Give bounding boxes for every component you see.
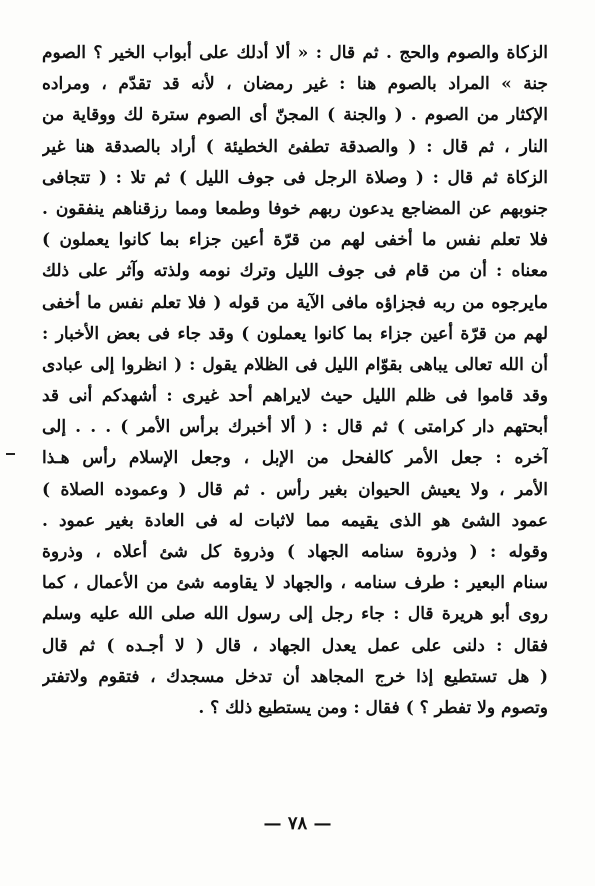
- text-line: الأمر ، ولا يعيش الحيوان بغير رأس . ثم قال ( وعموده الصلاة ): [42, 479, 548, 500]
- text-line: الزكاة ثم قال : ( وصلاة الرجل فى جوف الليل ) ثم تلا : ( تتجافى: [42, 167, 548, 188]
- text-line: وقد قاموا فى ظلم الليل حيث لايراهم أحد غيرى : أشهدكم أنى قد: [42, 386, 548, 407]
- text-line: لهم من قرّة أعين جزاء بما كانوا يعملون ) وقد جاء فى بعض الأخبار :: [42, 323, 548, 344]
- text-line: الزكاة والصوم والحج . ثم قال : « ألا أدلك على أبواب الخير ؟ الصوم: [42, 43, 548, 63]
- page-number: — ٧٨ —: [263, 813, 332, 834]
- text-line: مايرجوه من ربه فجزاؤه مافى الآية من قوله ( فلا تعلم نفس ما أخفى: [42, 292, 548, 313]
- margin-mark: [6, 453, 15, 455]
- text-line: النار ، ثم قال : ( والصدقة تطفئ الخطيئة ) أراد بالصدقة هنا غير: [42, 136, 548, 157]
- text-line: آخره : جعل الأمر كالفحل من الإبل ، وجعل الإسلام رأس هـذا: [42, 448, 548, 469]
- text-line: أبحتهم دار كرامتى ) ثم قال : ( ألا أخبرك برأس الأمر ) . . . إلى: [42, 417, 548, 438]
- text-line: عمود الشئ هو الذى يقيمه مما لاثبات له فى العادة بغير عمود .: [42, 510, 548, 531]
- text-line: روى أبو هريرة قال : جاء رجل إلى رسول الله صلى الله عليه وسلم: [42, 604, 548, 625]
- text-line: ( هل تستطيع إذا خرج المجاهد أن تدخل مسجدك ، فتقوم ولاتفتر: [42, 666, 548, 687]
- text-line: سنام البعير : طرف سنامه ، والجهاد لا يقاومه شئ من الأعمال ، كما: [42, 573, 548, 594]
- text-line: فقال : دلنى على عمل يعدل الجهاد ، قال ( لا أجـده ) ثم قال: [42, 635, 548, 656]
- text-line: وتصوم ولا تفطر ؟ ) فقال : ومن يستطيع ذلك ؟ .: [198, 697, 548, 718]
- text-line: جنوبهم عن المضاجع يدعون ربهم خوفا وطمعا ومما رزقناهم ينفقون .: [42, 198, 548, 219]
- text-line: الإكثار من الصوم . ( والجنة ) المجنّ أى الصوم سترة لك ووقاية من: [42, 105, 548, 126]
- text-line: أن الله تعالى يباهى بقوّام الليل فى الظلام يقول : ( انظروا إلى عبادى: [42, 354, 548, 375]
- text-line: فلا تعلم نفس ما أخفى لهم من قرّة أعين جزاء بما كانوا يعملون ): [42, 230, 548, 251]
- body-text: [42, 38, 548, 724]
- text-line: وقوله : ( وذروة سنامه الجهاد ) وذروة كل شئ أعلاه ، وذروة: [42, 542, 548, 562]
- text-line: جنة » المراد بالصوم هنا : غير رمضان ، لأنه قد تقدّم ، ومراده: [42, 74, 548, 95]
- text-line: معناه : أن من قام فى جوف الليل وترك نومه ولذته وآثر على ذلك: [42, 261, 548, 282]
